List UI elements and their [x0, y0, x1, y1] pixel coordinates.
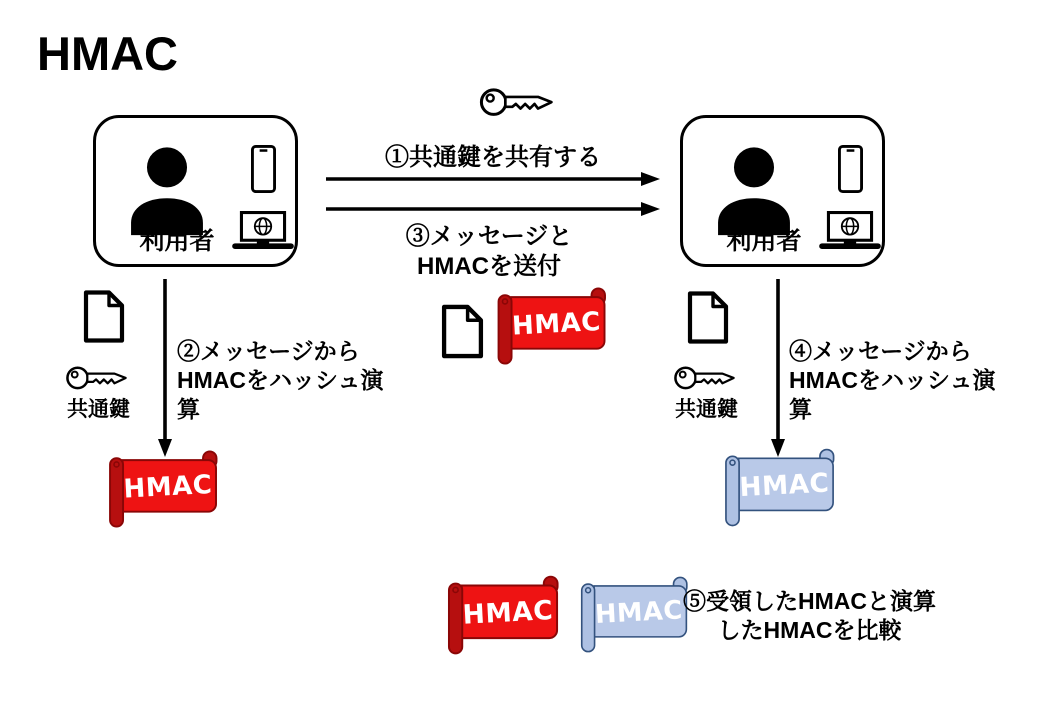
smartphone-icon	[251, 144, 276, 194]
step4-label	[789, 337, 1009, 424]
receiver-actor-box	[680, 115, 885, 267]
scroll-text: HMAC	[511, 306, 602, 342]
step5-line2: したHMACを比較	[717, 617, 902, 643]
document-icon	[686, 290, 730, 345]
page-title: HMAC	[37, 27, 178, 80]
laptop-globe-icon	[819, 211, 881, 250]
hmac-scroll-sender	[108, 450, 220, 529]
arrow-share-key	[326, 171, 660, 187]
step3-line2: HMACを送付	[417, 253, 561, 280]
smartphone-icon	[838, 144, 863, 194]
arrow-sender-hash	[157, 279, 173, 457]
sender-actor-label: 利用者	[139, 227, 215, 255]
scroll-shape-red	[496, 287, 609, 366]
step5-label	[672, 587, 947, 645]
scroll-text: HMAC	[461, 595, 554, 631]
step2-label	[177, 337, 397, 424]
scroll-text: HMAC	[738, 468, 831, 504]
key-icon	[477, 80, 557, 122]
arrow-send-message	[326, 201, 660, 217]
scroll-shape-blue	[724, 448, 837, 528]
scroll-shape-red	[108, 450, 220, 529]
step2-line1: ②メッセージから	[177, 338, 360, 364]
step4-line2: HMACをハッシュ演算	[789, 367, 996, 422]
receiver-key-label: 共通鍵	[675, 398, 738, 421]
step4-line1: ④メッセージから	[789, 338, 972, 364]
arrow-receiver-hash	[770, 279, 786, 457]
key-icon	[65, 359, 129, 395]
hmac-scroll-compare-received	[447, 575, 561, 656]
step3-line1: ③メッセージと	[405, 223, 573, 250]
scroll-shape-red	[447, 575, 561, 656]
sender-actor-box	[93, 115, 298, 267]
hmac-scroll-receiver	[724, 448, 837, 528]
step1-label: ①共通鍵を共有する	[385, 144, 601, 171]
sender-key-label: 共通鍵	[67, 398, 130, 421]
step2-line2: HMACをハッシュ演算	[177, 367, 384, 422]
laptop-globe-icon	[232, 211, 294, 250]
receiver-actor-label: 利用者	[726, 227, 802, 255]
scroll-text: HMAC	[122, 469, 213, 505]
hmac-scroll-message	[496, 287, 609, 366]
document-icon	[440, 302, 485, 361]
step5-line1: ⑤受領したHMACと演算	[683, 588, 936, 614]
key-icon	[673, 359, 737, 395]
scroll-text: HMAC	[594, 595, 684, 630]
document-icon	[82, 289, 126, 344]
step3-label	[358, 222, 620, 282]
